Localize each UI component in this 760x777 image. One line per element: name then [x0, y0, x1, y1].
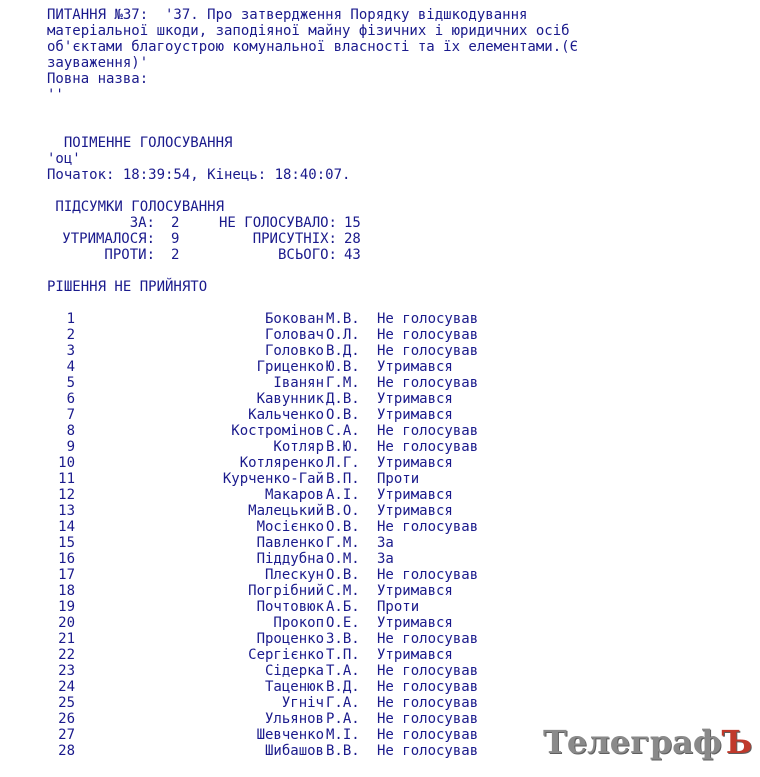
vote-number: 28: [58, 743, 75, 759]
vote-row: [47, 567, 747, 583]
vote-number: 25: [58, 695, 75, 711]
roll-call-title: ПОІМЕННЕ ГОЛОСУВАННЯ: [47, 135, 233, 151]
vote-result: Не голосував: [377, 311, 479, 327]
summary-against-value: 2: [171, 247, 180, 263]
deputy-surname: Таценюк: [264, 679, 324, 695]
vote-number: 13: [58, 503, 75, 519]
vote-number: 16: [58, 551, 75, 567]
vote-number: 6: [66, 391, 75, 407]
vote-row: [47, 311, 747, 327]
deputy-initials: Д.В.: [326, 391, 360, 407]
vote-row: [47, 599, 747, 615]
deputy-initials: Т.П.: [326, 647, 360, 663]
vote-number: 11: [58, 471, 75, 487]
deputy-surname: Почтовюк: [256, 599, 324, 615]
agenda-title-line-2: матеріальної шкоди, заподіяної майну фізичних і юридичних осіб: [47, 23, 570, 39]
vote-row: [47, 647, 747, 663]
vote-row: [47, 535, 747, 551]
deputy-surname: Проценко: [256, 631, 324, 647]
vote-row: [47, 631, 747, 647]
deputy-surname: Прокоп: [273, 615, 324, 631]
deputy-surname: Погрібний: [248, 583, 324, 599]
vote-number: 27: [58, 727, 75, 743]
deputy-surname: Макаров: [264, 487, 324, 503]
vote-number: 20: [58, 615, 75, 631]
vote-number: 3: [66, 343, 75, 359]
deputy-initials: О.В.: [326, 407, 360, 423]
agenda-title-line-3: об'єктами благоустрою комунальної власності та їх елементами.(Є: [47, 39, 579, 55]
vote-row: [47, 487, 747, 503]
roll-call-timing: Початок: 18:39:54, Кінець: 18:40:07.: [47, 167, 351, 183]
deputy-surname: Іванян: [273, 375, 324, 391]
summary-abstained-label: УТРИМАЛОСЯ:: [62, 231, 155, 247]
vote-row: [47, 615, 747, 631]
vote-row: [47, 327, 747, 343]
vote-result: Не голосував: [377, 631, 479, 647]
vote-number: 9: [66, 439, 75, 455]
vote-number: 12: [58, 487, 75, 503]
deputy-surname: Головко: [264, 343, 324, 359]
vote-number: 10: [58, 455, 75, 471]
vote-result: Не голосував: [377, 343, 479, 359]
vote-number: 14: [58, 519, 75, 535]
vote-result: Утримався: [377, 583, 453, 599]
summary-not-voted-label: НЕ ГОЛОСУВАЛО:: [218, 215, 337, 231]
deputy-surname: Угніч: [281, 695, 324, 711]
watermark-main-text: Телеграф: [543, 723, 722, 761]
vote-number: 8: [66, 423, 75, 439]
vote-number: 21: [58, 631, 75, 647]
deputy-initials: О.В.: [326, 519, 360, 535]
vote-number: 1: [66, 311, 75, 327]
vote-result: Утримався: [377, 647, 453, 663]
deputy-initials: В.Д.: [326, 679, 360, 695]
vote-result: Утримався: [377, 455, 453, 471]
summary-total-label: ВСЬОГО:: [277, 247, 337, 263]
deputy-surname: Кавунник: [256, 391, 324, 407]
deputy-surname: Котляр: [273, 439, 324, 455]
decision-status: РІШЕННЯ НЕ ПРИЙНЯТО: [47, 279, 208, 295]
deputy-surname: Сергієнко: [248, 647, 324, 663]
vote-result: Не голосував: [377, 695, 479, 711]
agenda-title-line-1: ПИТАННЯ №37: '37. Про затвердження Порядку відшкодування: [47, 7, 528, 23]
deputy-initials: В.В.: [326, 743, 360, 759]
deputy-initials: О.М.: [326, 551, 360, 567]
summary-table: [47, 215, 747, 263]
vote-number: 19: [58, 599, 75, 615]
deputy-initials: Р.А.: [326, 711, 360, 727]
vote-row: [47, 343, 747, 359]
vote-result: Утримався: [377, 503, 453, 519]
deputy-initials: Ю.В.: [326, 359, 360, 375]
summary-za-value: 2: [171, 215, 180, 231]
vote-result: Утримався: [377, 391, 453, 407]
vote-result: За: [377, 551, 394, 567]
deputy-surname: Павленко: [256, 535, 324, 551]
deputy-surname: Мосієнко: [256, 519, 324, 535]
vote-number: 22: [58, 647, 75, 663]
deputy-initials: О.В.: [326, 567, 360, 583]
telegraf-watermark-logo: [543, 722, 753, 766]
deputy-initials: М.І.: [326, 727, 360, 743]
deputy-initials: Г.М.: [326, 375, 360, 391]
deputy-initials: О.Е.: [326, 615, 360, 631]
deputy-initials: Т.А.: [326, 663, 360, 679]
vote-row: [47, 679, 747, 695]
vote-result: Проти: [377, 599, 420, 615]
vote-list: [47, 311, 747, 759]
deputy-surname: Гриценко: [256, 359, 324, 375]
vote-result: Утримався: [377, 615, 453, 631]
deputy-initials: З.В.: [326, 631, 360, 647]
vote-row: [47, 391, 747, 407]
vote-result: Проти: [377, 471, 420, 487]
vote-result: Не голосував: [377, 423, 479, 439]
deputy-initials: О.Л.: [326, 327, 360, 343]
vote-row: [47, 439, 747, 455]
deputy-initials: В.П.: [326, 471, 360, 487]
deputy-initials: М.В.: [326, 311, 360, 327]
full-name-value: '': [47, 87, 64, 103]
vote-result: Не голосував: [377, 679, 479, 695]
vote-result: Не голосував: [377, 439, 479, 455]
deputy-initials: В.Ю.: [326, 439, 360, 455]
deputy-surname: Бокован: [264, 311, 324, 327]
deputy-surname: Малецький: [248, 503, 324, 519]
vote-result: Не голосував: [377, 327, 479, 343]
deputy-surname: Сідерка: [264, 663, 324, 679]
deputy-initials: С.А.: [326, 423, 360, 439]
deputy-initials: Г.М.: [326, 535, 360, 551]
vote-row: [47, 519, 747, 535]
deputy-surname: Плескун: [264, 567, 324, 583]
vote-number: 5: [66, 375, 75, 391]
vote-result: Не голосував: [377, 727, 479, 743]
vote-number: 18: [58, 583, 75, 599]
vote-row: [47, 551, 747, 567]
vote-row: [47, 471, 747, 487]
deputy-surname: Шевченко: [256, 727, 324, 743]
vote-row: [47, 407, 747, 423]
vote-row: [47, 503, 747, 519]
vote-result: За: [377, 535, 394, 551]
deputy-initials: В.Д.: [326, 343, 360, 359]
summary-present-label: ПРИСУТНІХ:: [252, 231, 337, 247]
agenda-title-line-4: зауваження)': [47, 55, 149, 71]
deputy-surname: Ульянов: [264, 711, 324, 727]
vote-number: 15: [58, 535, 75, 551]
full-name-label: Повна назва:: [47, 71, 149, 87]
vote-row: [47, 375, 747, 391]
vote-result: Утримався: [377, 359, 453, 375]
deputy-surname: Шибашов: [264, 743, 324, 759]
vote-row: [47, 423, 747, 439]
vote-result: Не голосував: [377, 663, 479, 679]
vote-row: [47, 455, 747, 471]
deputy-surname: Піддубна: [256, 551, 324, 567]
deputy-surname: Головач: [264, 327, 324, 343]
vote-row: [47, 583, 747, 599]
summary-present-value: 28: [344, 231, 361, 247]
summary-not-voted-value: 15: [344, 215, 361, 231]
vote-row: [47, 663, 747, 679]
vote-number: 23: [58, 663, 75, 679]
vote-result: Утримався: [377, 407, 453, 423]
summary-total-value: 43: [344, 247, 361, 263]
summary-za-label: ЗА:: [129, 215, 155, 231]
summary-title: ПІДСУМКИ ГОЛОСУВАННЯ: [47, 199, 225, 215]
vote-result: Утримався: [377, 487, 453, 503]
deputy-surname: Котляренко: [239, 455, 324, 471]
vote-result: Не голосував: [377, 375, 479, 391]
deputy-initials: В.О.: [326, 503, 360, 519]
vote-number: 26: [58, 711, 75, 727]
vote-number: 7: [66, 407, 75, 423]
vote-number: 4: [66, 359, 75, 375]
summary-against-label: ПРОТИ:: [104, 247, 155, 263]
deputy-initials: А.Б.: [326, 599, 360, 615]
vote-number: 2: [66, 327, 75, 343]
deputy-surname: Курченко-Гай: [222, 471, 324, 487]
deputy-surname: Костромінов: [231, 423, 324, 439]
vote-result: Не голосував: [377, 519, 479, 535]
deputy-surname: Кальченко: [248, 407, 324, 423]
summary-abstained-value: 9: [171, 231, 180, 247]
vote-result: Не голосував: [377, 711, 479, 727]
vote-row: [47, 695, 747, 711]
vote-result: Не голосував: [377, 743, 479, 759]
deputy-initials: Г.А.: [326, 695, 360, 711]
vote-number: 24: [58, 679, 75, 695]
watermark-tail-text: Ъ: [721, 723, 753, 761]
deputy-initials: А.І.: [326, 487, 360, 503]
vote-row: [47, 359, 747, 375]
deputy-initials: Л.Г.: [326, 455, 360, 471]
roll-call-subtitle: 'оц': [47, 151, 81, 167]
vote-result: Не голосував: [377, 567, 479, 583]
vote-number: 17: [58, 567, 75, 583]
deputy-initials: С.М.: [326, 583, 360, 599]
protocol-document: [47, 7, 747, 759]
